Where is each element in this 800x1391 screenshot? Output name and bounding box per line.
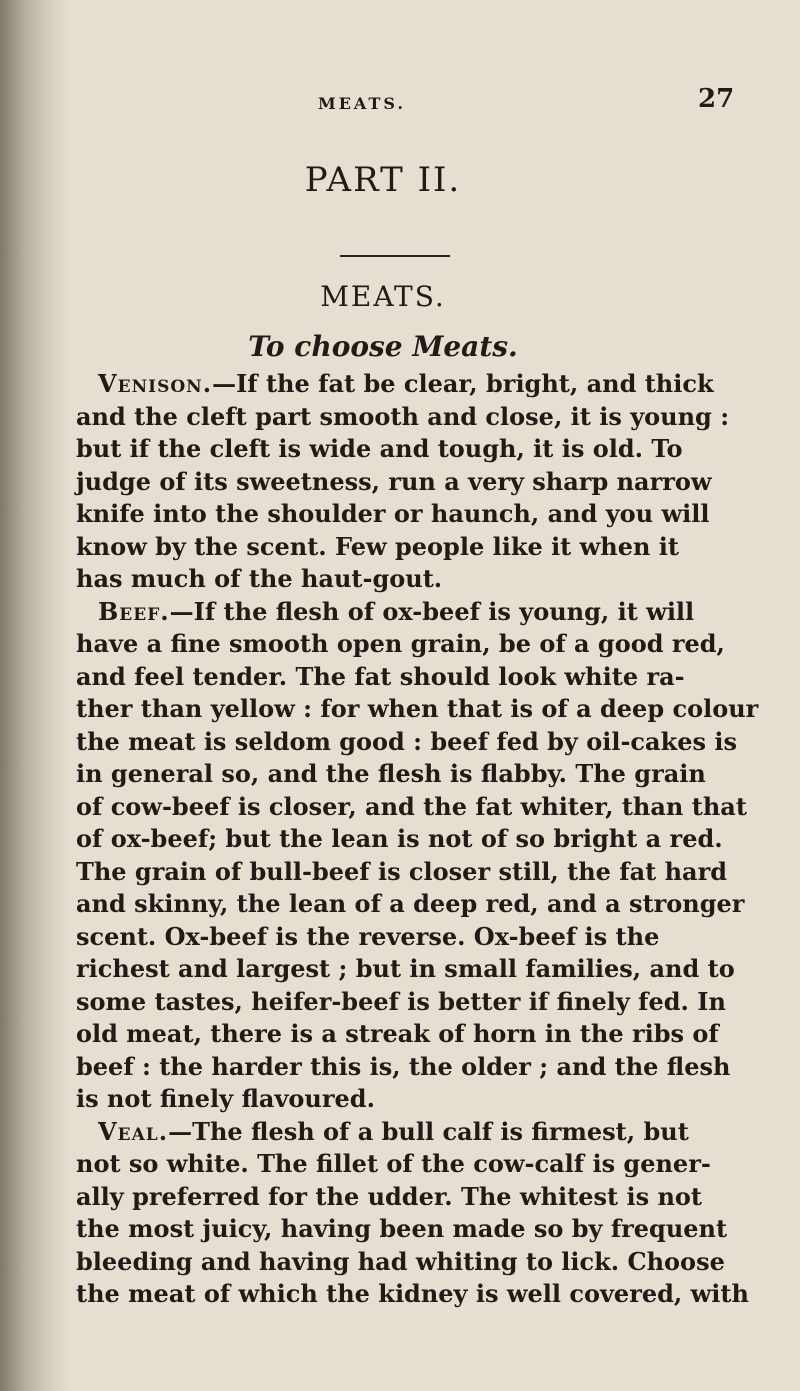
venison-line: —If the fat be clear, bright, and thick [212,369,714,398]
venison-line: but if the cleft is wide and tough, it is old. To [76,434,683,463]
beef-line-first [58,596,748,629]
book-page [58,0,800,1391]
title-rule [340,255,450,257]
beef-line: of cow-beef is closer, and the fat whiter, than that [76,791,747,821]
veal-line: bleeding and having had whiting to lick. Choose [76,1246,725,1276]
beef-line: —If the flesh of ox-beef is young, it will [169,596,695,626]
running-head-title: MEATS. [318,94,406,113]
beef-line: ther than yellow : for when that is of a deep colour [76,694,759,723]
veal-heading: Veal. [98,1116,169,1146]
veal-line: the most juicy, having been made so by frequent [76,1214,728,1243]
veal-line: not so white. The fillet of the cow-calf is gener- [76,1149,711,1178]
venison-line-first [58,368,748,401]
beef-line: the meat is seldom good : beef fed by oil-cakes is [76,726,737,756]
beef-line: some tastes, heifer-beef is better if finely fed. In [76,986,726,1016]
section-title: MEATS. [320,280,446,313]
veal-line-first [58,1116,748,1149]
venison-heading: Venison. [98,369,213,398]
veal-line: the meat of which the kidney is well covered, with [76,1279,749,1308]
beef-line: is not finely flavoured. [76,1084,375,1113]
beef-line: and feel tender. The fat should look white ra- [76,661,685,691]
beef-line: The grain of bull-beef is closer still, the fat hard [76,856,728,886]
venison-line: knife into the shoulder or haunch, and you will [76,499,710,528]
page-number: 27 [698,84,735,114]
beef-heading: Beef. [98,596,170,626]
beef-line: richest and largest ; but in small families, and to [76,954,735,983]
beef-line: old meat, there is a streak of horn in the ribs of [76,1019,719,1048]
subtitle: To choose Meats. [248,330,518,363]
body-text [58,368,759,1311]
beef-line: beef : the harder this is, the older ; and the flesh [76,1051,731,1081]
beef-line: scent. Ox-beef is the reverse. Ox-beef is the [76,921,660,951]
beef-line: of ox-beef; but the lean is not of so bright a red. [76,824,723,853]
veal-line: —The flesh of a bull calf is firmest, but [168,1116,689,1146]
venison-line: has much of the haut-gout. [76,564,443,593]
beef-line: in general so, and the flesh is flabby. The grain [76,759,706,788]
venison-line: and the cleft part smooth and close, it is young : [76,401,730,431]
veal-line: ally preferred for the udder. The whitest is not [76,1181,702,1211]
beef-line: have a fine smooth open grain, be of a good red, [76,629,725,658]
beef-line: and skinny, the lean of a deep red, and a stronger [76,889,745,918]
running-head [58,84,800,114]
venison-line: judge of its sweetness, run a very sharp narrow [76,466,712,496]
part-title: PART II. [304,160,462,200]
venison-line: know by the scent. Few people like it when it [76,531,680,561]
